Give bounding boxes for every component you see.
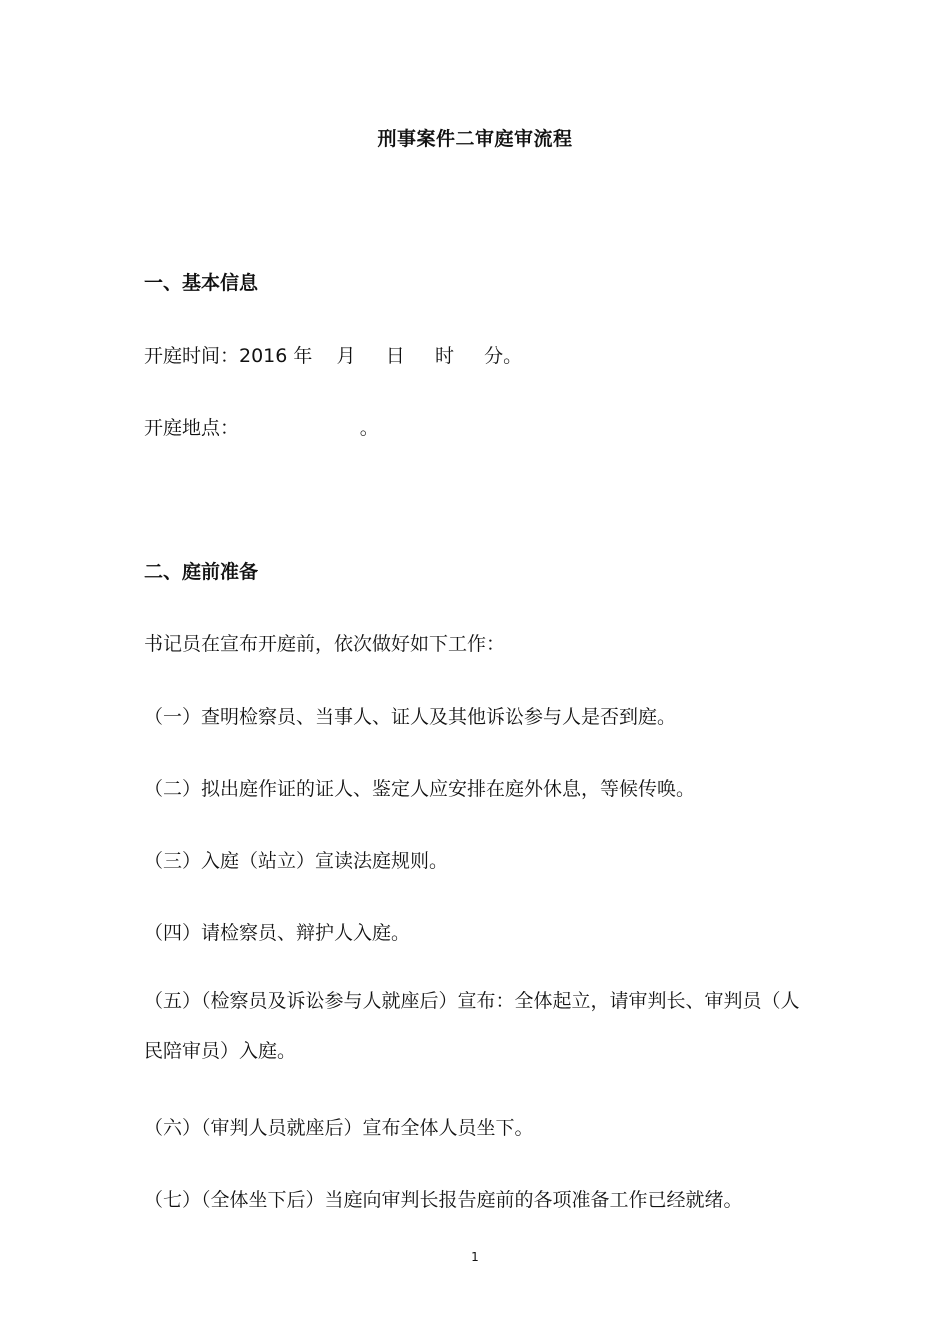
page-number: 1	[471, 1250, 479, 1264]
court-place-line: 开庭地点： 。	[144, 417, 379, 439]
list-item: （七）（全体坐下后）当庭向审判长报告庭前的各项准备工作已经就绪。	[144, 1189, 743, 1211]
list-item: （四）请检察员、辩护人入庭。	[144, 922, 411, 944]
list-item: （五）（检察员及诉讼参与人就座后）宣布：全体起立，请审判长、审判员（人民陪审员）入庭。	[144, 990, 800, 1062]
section-heading-preparation: 二、庭前准备	[144, 561, 259, 583]
court-time-line: 开庭时间：2016 年 月 日 时 分。	[144, 345, 523, 367]
preparation-intro: 书记员在宣布开庭前，依次做好如下工作：	[144, 633, 506, 655]
document-title: 刑事案件二审庭审流程	[377, 128, 573, 150]
section-heading-basic-info: 一、基本信息	[144, 272, 259, 294]
list-item: （一）查明检察员、当事人、证人及其他诉讼参与人是否到庭。	[144, 706, 677, 728]
list-item: （六）（审判人员就座后）宣布全体人员坐下。	[144, 1117, 534, 1139]
list-item: （二）拟出庭作证的证人、鉴定人应安排在庭外休息，等候传唤。	[144, 778, 696, 800]
list-item: （三）入庭（站立）宣读法庭规则。	[144, 850, 449, 872]
